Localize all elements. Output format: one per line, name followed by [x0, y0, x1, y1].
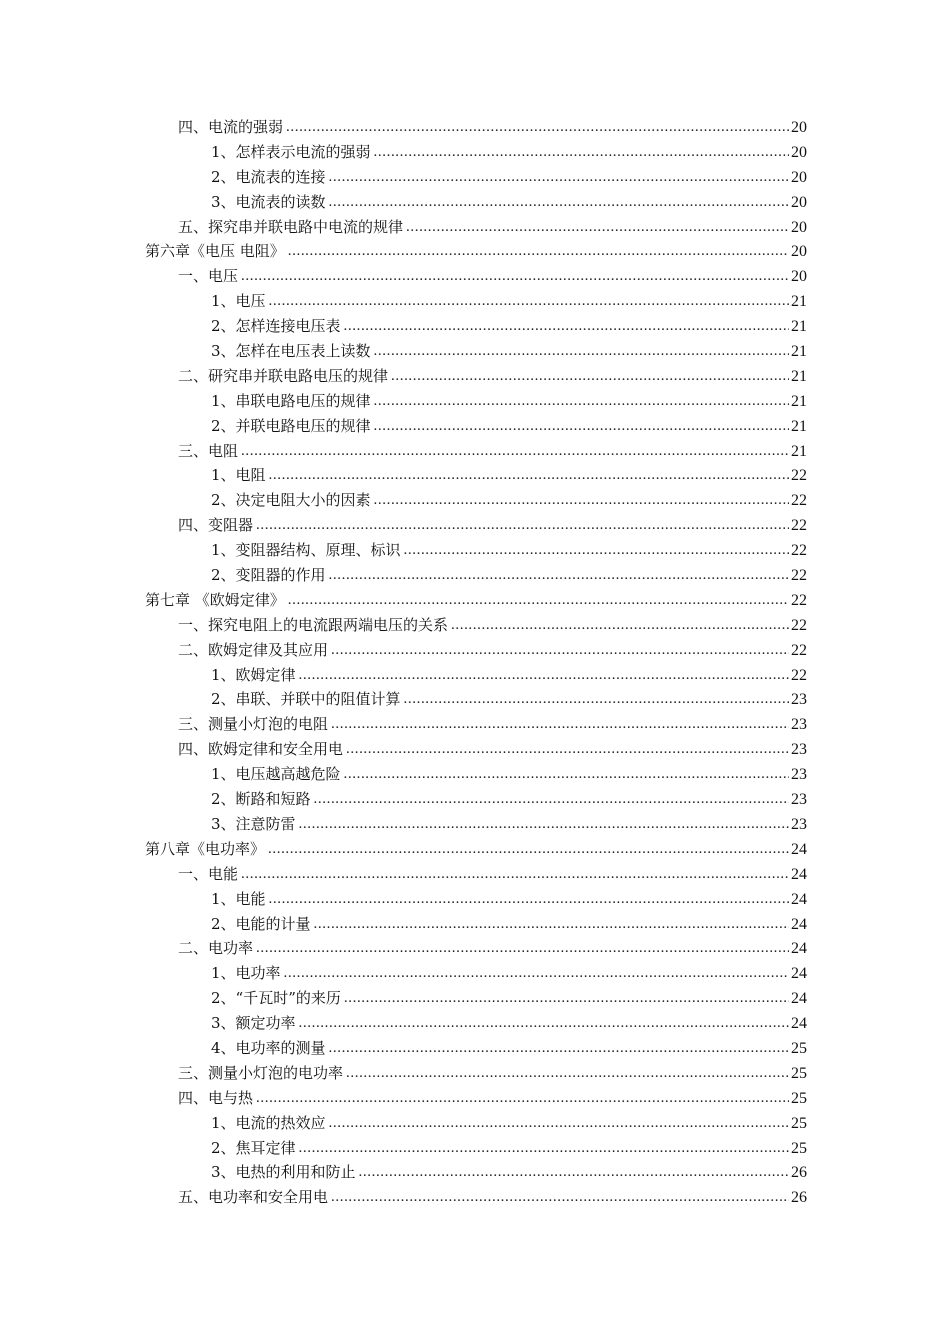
toc-section-entry[interactable]: [145, 862, 807, 887]
toc-page-number: 22: [791, 666, 807, 684]
dot-leader: [269, 462, 789, 488]
toc-chapter-entry[interactable]: [145, 239, 807, 264]
dot-leader: [256, 512, 789, 538]
toc-entry-title: 2、决定电阻大小的因素: [211, 491, 371, 510]
toc-page-number: 24: [791, 915, 807, 933]
toc-entry-title: 二、电功率: [178, 939, 254, 958]
toc-subsection-entry[interactable]: [145, 339, 807, 364]
toc-page-number: 21: [791, 367, 807, 385]
toc-entry-title: 三、测量小灯泡的电阻: [178, 715, 329, 734]
toc-section-entry[interactable]: [145, 215, 807, 240]
toc-page-number: 20: [791, 193, 807, 211]
toc-page-number: 21: [791, 442, 807, 460]
toc-page-number: 20: [791, 119, 807, 136]
dot-leader: [269, 886, 789, 912]
dot-leader: [331, 1184, 789, 1210]
toc-entry-title: 1、电阻: [211, 466, 266, 485]
toc-entry-title: 1、电压: [211, 292, 266, 311]
dot-leader: [374, 487, 789, 513]
toc-entry-title: 1、电功率: [211, 964, 281, 983]
toc-page-number: 25: [791, 1114, 807, 1132]
dot-leader: [344, 985, 789, 1011]
dot-leader: [404, 537, 789, 563]
dot-leader: [314, 911, 789, 937]
toc-subsection-entry[interactable]: [145, 1136, 807, 1161]
toc-subsection-entry[interactable]: [145, 887, 807, 912]
toc-entry-title: 一、电能: [178, 864, 239, 883]
dot-leader: [359, 1159, 789, 1185]
toc-section-entry[interactable]: [145, 613, 807, 638]
dot-leader: [329, 1035, 789, 1061]
toc-page-number: 22: [791, 467, 807, 485]
toc-page-number: 23: [791, 691, 807, 709]
toc-page-number: 22: [791, 492, 807, 510]
toc-entry-title: 第八章《电功率》: [145, 839, 266, 858]
toc-subsection-entry[interactable]: [145, 812, 807, 837]
toc-subsection-entry[interactable]: [145, 563, 807, 588]
toc-entry-title: 3、怎样在电压表上读数: [211, 342, 371, 361]
dot-leader: [286, 114, 789, 140]
dot-leader: [331, 711, 789, 737]
toc-page-number: 25: [791, 1064, 807, 1082]
toc-page-number: 24: [791, 990, 807, 1008]
toc-chapter-entry[interactable]: [145, 588, 807, 613]
toc-section-entry[interactable]: [145, 1086, 807, 1111]
toc-section-entry[interactable]: [145, 513, 807, 538]
toc-entry-title: 三、测量小灯泡的电功率: [178, 1063, 344, 1082]
toc-entry-title: 五、探究串并联电路中电流的规律: [178, 217, 404, 236]
toc-page-number: 23: [791, 815, 807, 833]
dot-leader: [404, 686, 789, 712]
toc-page-number: 23: [791, 791, 807, 809]
toc-page-number: 25: [791, 1139, 807, 1157]
dot-leader: [314, 786, 789, 812]
toc-page-number: 24: [791, 840, 807, 858]
dot-leader: [331, 637, 789, 663]
toc-entry-title: 2、串联、并联中的阻值计算: [211, 690, 401, 709]
toc-entry-title: 2、电能的计量: [211, 914, 311, 933]
dot-leader: [241, 263, 789, 289]
toc-subsection-entry[interactable]: [145, 314, 807, 339]
toc-subsection-entry[interactable]: [145, 1036, 807, 1061]
toc-entry-title: 2、电流表的连接: [211, 167, 326, 186]
toc-section-entry[interactable]: [145, 737, 807, 762]
toc-entry-title: 3、注意防雷: [211, 814, 296, 833]
dot-leader: [391, 363, 789, 389]
toc-subsection-entry[interactable]: [145, 687, 807, 712]
toc-subsection-entry[interactable]: [145, 389, 807, 414]
toc-page-number: 22: [791, 616, 807, 634]
toc-subsection-entry[interactable]: [145, 463, 807, 488]
toc-section-entry[interactable]: [145, 712, 807, 737]
toc-subsection-entry[interactable]: [145, 289, 807, 314]
dot-leader: [329, 1110, 789, 1136]
dot-leader: [299, 811, 789, 837]
toc-entry-title: 二、研究串并联电路电压的规律: [178, 366, 389, 385]
toc-page-number: 21: [791, 293, 807, 311]
toc-subsection-entry[interactable]: [145, 1011, 807, 1036]
toc-page-number: 25: [791, 1089, 807, 1107]
toc-section-entry[interactable]: [145, 1185, 807, 1210]
toc-entry-title: 三、电阻: [178, 441, 239, 460]
toc-subsection-entry[interactable]: [145, 414, 807, 439]
toc-entry-title: 四、电与热: [178, 1088, 254, 1107]
toc-chapter-entry[interactable]: [145, 837, 807, 862]
dot-leader: [299, 662, 789, 688]
toc-section-entry[interactable]: [145, 115, 807, 140]
toc-page-number: 21: [791, 343, 807, 361]
dot-leader: [241, 861, 789, 887]
toc-subsection-entry[interactable]: [145, 1111, 807, 1136]
toc-entry-title: 一、电压: [178, 267, 239, 286]
toc-subsection-entry[interactable]: [145, 538, 807, 563]
dot-leader: [284, 960, 789, 986]
toc-entry-title: 五、电功率和安全用电: [178, 1188, 329, 1207]
dot-leader: [374, 139, 789, 165]
toc-entry-title: 2、焦耳定律: [211, 1138, 296, 1157]
dot-leader: [299, 1010, 789, 1036]
dot-leader: [299, 1135, 789, 1161]
dot-leader: [241, 438, 789, 464]
toc-page-number: 24: [791, 1015, 807, 1033]
toc-entry-title: 四、欧姆定律和安全用电: [178, 740, 344, 759]
dot-leader: [374, 338, 789, 364]
toc-entry-title: 一、探究电阻上的电流跟两端电压的关系: [178, 615, 449, 634]
toc-entry-title: 四、变阻器: [178, 516, 254, 535]
toc-page-number: 22: [791, 591, 807, 609]
toc-subsection-entry[interactable]: [145, 190, 807, 215]
toc-entry-title: 1、串联电路电压的规律: [211, 391, 371, 410]
toc-page-number: 21: [791, 392, 807, 410]
toc-page-number: 21: [791, 417, 807, 435]
toc-entry-title: 二、欧姆定律及其应用: [178, 640, 329, 659]
toc-page-number: 22: [791, 641, 807, 659]
toc-entry-title: 1、变阻器结构、原理、标识: [211, 541, 401, 560]
toc-section-entry[interactable]: [145, 264, 807, 289]
toc-page-number: 25: [791, 1039, 807, 1057]
dot-leader: [256, 935, 789, 961]
toc-section-entry[interactable]: [145, 936, 807, 961]
toc-page-number: 24: [791, 965, 807, 983]
toc-subsection-entry[interactable]: [145, 912, 807, 937]
dot-leader: [329, 164, 789, 190]
toc-entry-title: 1、怎样表示电流的强弱: [211, 142, 371, 161]
toc-page-number: 20: [791, 243, 807, 261]
toc-page-number: 20: [791, 143, 807, 161]
toc-page-number: 24: [791, 940, 807, 958]
toc-page-number: 24: [791, 865, 807, 883]
dot-leader: [406, 214, 789, 240]
dot-leader: [374, 388, 789, 414]
dot-leader: [344, 313, 789, 339]
toc-page-number: 20: [791, 268, 807, 286]
dot-leader: [288, 587, 789, 613]
toc-subsection-entry[interactable]: [145, 762, 807, 787]
toc-page-number: 22: [791, 542, 807, 560]
toc-section-entry[interactable]: [145, 1061, 807, 1086]
toc-entry-title: 1、电能: [211, 889, 266, 908]
toc-page-number: 20: [791, 168, 807, 186]
toc-entry-title: 2、并联电路电压的规律: [211, 416, 371, 435]
toc-section-entry[interactable]: [145, 439, 807, 464]
dot-leader: [329, 562, 789, 588]
toc-entry-title: 1、电流的热效应: [211, 1113, 326, 1132]
toc-page-number: 22: [791, 517, 807, 535]
toc-page-number: 21: [791, 318, 807, 336]
toc-entry-title: 3、电流表的读数: [211, 192, 326, 211]
toc-page-number: 23: [791, 766, 807, 784]
dot-leader: [256, 1085, 789, 1111]
dot-leader: [451, 612, 789, 638]
toc-page-number: 23: [791, 741, 807, 759]
toc-page-number: 26: [791, 1189, 807, 1207]
toc-entry-title: 4、电功率的测量: [211, 1038, 326, 1057]
toc-entry-title: 第六章《电压 电阻》: [145, 242, 285, 261]
toc-page-number: 24: [791, 890, 807, 908]
toc-subsection-entry[interactable]: [145, 165, 807, 190]
toc-entry-title: 1、欧姆定律: [211, 665, 296, 684]
toc-page-number: 20: [791, 218, 807, 236]
toc-subsection-entry[interactable]: [145, 961, 807, 986]
toc-page-number: 26: [791, 1164, 807, 1182]
toc-subsection-entry[interactable]: [145, 140, 807, 165]
dot-leader: [374, 413, 789, 439]
toc-subsection-entry[interactable]: [145, 663, 807, 688]
toc-page-number: 22: [791, 567, 807, 585]
toc-entry-title: 3、额定功率: [211, 1014, 296, 1033]
dot-leader: [269, 288, 789, 314]
toc-entry-title: 2、“千瓦时”的来历: [211, 989, 341, 1008]
toc-subsection-entry[interactable]: [145, 1160, 807, 1185]
toc-page-number: 23: [791, 716, 807, 734]
toc-subsection-entry[interactable]: [145, 787, 807, 812]
toc-entry-title: 2、变阻器的作用: [211, 566, 326, 585]
toc-entry-title: 1、电压越高越危险: [211, 765, 341, 784]
toc-section-entry[interactable]: [145, 364, 807, 389]
toc-entry-title: 2、怎样连接电压表: [211, 317, 341, 336]
toc-subsection-entry[interactable]: [145, 488, 807, 513]
dot-leader: [344, 761, 789, 787]
dot-leader: [329, 189, 789, 215]
toc-entry-title: 第七章 《欧姆定律》: [145, 590, 285, 609]
dot-leader: [346, 1060, 789, 1086]
toc-subsection-entry[interactable]: [145, 986, 807, 1011]
dot-leader: [288, 238, 789, 264]
toc-entry-title: 3、电热的利用和防止: [211, 1163, 356, 1182]
table-of-contents: [145, 115, 807, 1210]
toc-entry-title: 四、电流的强弱: [178, 118, 284, 136]
toc-entry-title: 2、断路和短路: [211, 790, 311, 809]
toc-section-entry[interactable]: [145, 638, 807, 663]
dot-leader: [346, 736, 789, 762]
dot-leader: [268, 836, 789, 862]
